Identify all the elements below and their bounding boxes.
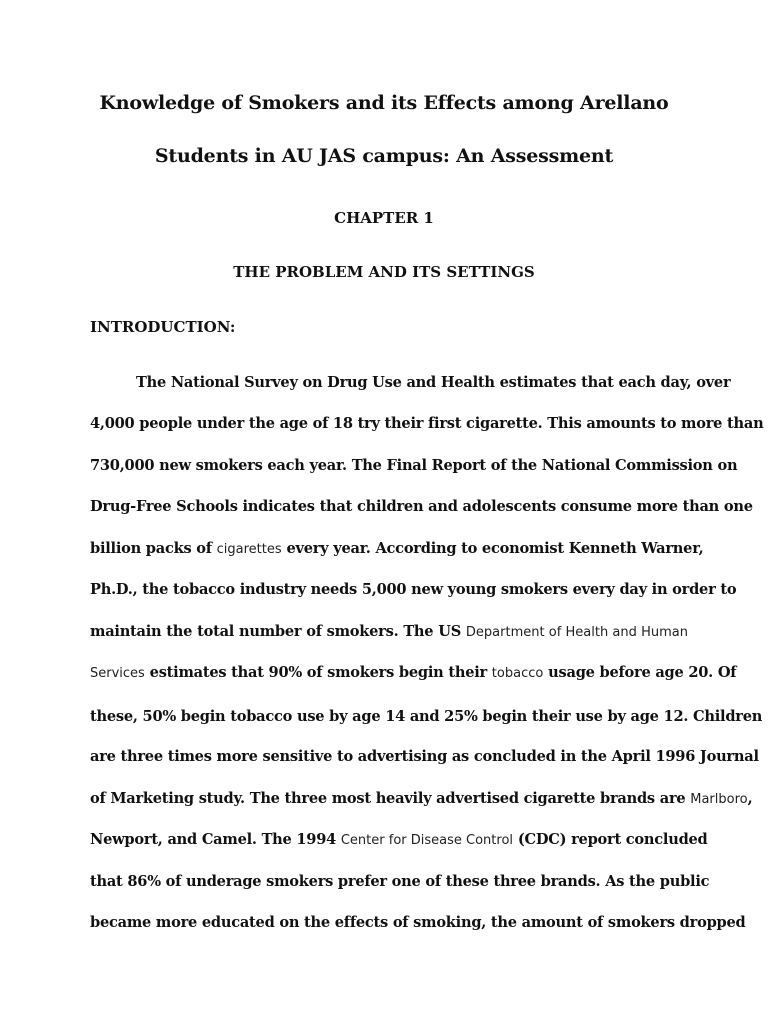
paragraph-text: these, 50% begin tobacco use by age 14 and 25% begin their use by age 12. Children [90, 708, 763, 725]
paragraph-line [90, 912, 746, 934]
paragraph-text: , [747, 790, 753, 807]
chapter-title: THE PROBLEM AND ITS SETTINGS [233, 263, 535, 281]
paragraph-text: Drug-Free Schools indicates that children and adolescents consume more than one [90, 498, 753, 515]
paragraph-line [90, 706, 763, 728]
paragraph-line [90, 496, 753, 518]
paragraph-line [90, 746, 759, 768]
paragraph-line [90, 662, 737, 684]
paragraph-line [90, 413, 764, 435]
paragraph-line [90, 538, 704, 560]
paragraph-text: of Marketing study. The three most heavily advertised cigarette brands are [90, 790, 691, 807]
chapter-number: CHAPTER 1 [334, 209, 434, 227]
paragraph-text: that 86% of underage smokers prefer one of these three brands. As the public [90, 873, 710, 890]
paragraph-line [90, 871, 710, 893]
paragraph-text: became more educated on the effects of smoking, the amount of smokers dropped [90, 914, 746, 931]
document-title-line-1: Knowledge of Smokers and its Effects among Arellano [99, 92, 669, 114]
paragraph-line [90, 621, 688, 643]
section-heading: INTRODUCTION: [90, 318, 236, 336]
paragraph-text: maintain the total number of smokers. The US [90, 623, 466, 640]
inline-link[interactable]: Marlboro [690, 792, 748, 807]
paragraph-line [136, 372, 731, 394]
paragraph-line [90, 579, 737, 601]
document-title-line-2: Students in AU JAS campus: An Assessment [154, 145, 614, 167]
paragraph-text: The National Survey on Drug Use and Health estimates that each day, over [136, 374, 731, 391]
paragraph-text: are three times more sensitive to advertising as concluded in the April 1996 Journal [90, 748, 759, 765]
inline-link[interactable]: Services [90, 666, 145, 681]
paragraph-text: estimates that 90% of smokers begin their [144, 664, 492, 681]
paragraph-text: 4,000 people under the age of 18 try their first cigarette. This amounts to more than [90, 415, 764, 432]
paragraph-text: (CDC) report concluded [513, 831, 708, 848]
paragraph-text: billion packs of [90, 540, 217, 557]
inline-link[interactable]: tobacco [491, 666, 544, 681]
paragraph-text: every year. According to economist Kenneth Warner, [281, 540, 704, 557]
paragraph-text: Newport, and Camel. The 1994 [90, 831, 341, 848]
inline-link[interactable]: Department of Health and Human [465, 625, 688, 640]
paragraph-text: usage before age 20. Of [543, 664, 737, 681]
inline-link[interactable]: cigarettes [216, 542, 282, 557]
paragraph-line [90, 788, 753, 810]
paragraph-line [90, 829, 708, 851]
paragraph-text: Ph.D., the tobacco industry needs 5,000 new young smokers every day in order to [90, 581, 737, 598]
inline-link[interactable]: Center for Disease Control [340, 833, 514, 848]
paragraph-line [90, 455, 738, 477]
paragraph-text: 730,000 new smokers each year. The Final Report of the National Commission on [90, 457, 738, 474]
